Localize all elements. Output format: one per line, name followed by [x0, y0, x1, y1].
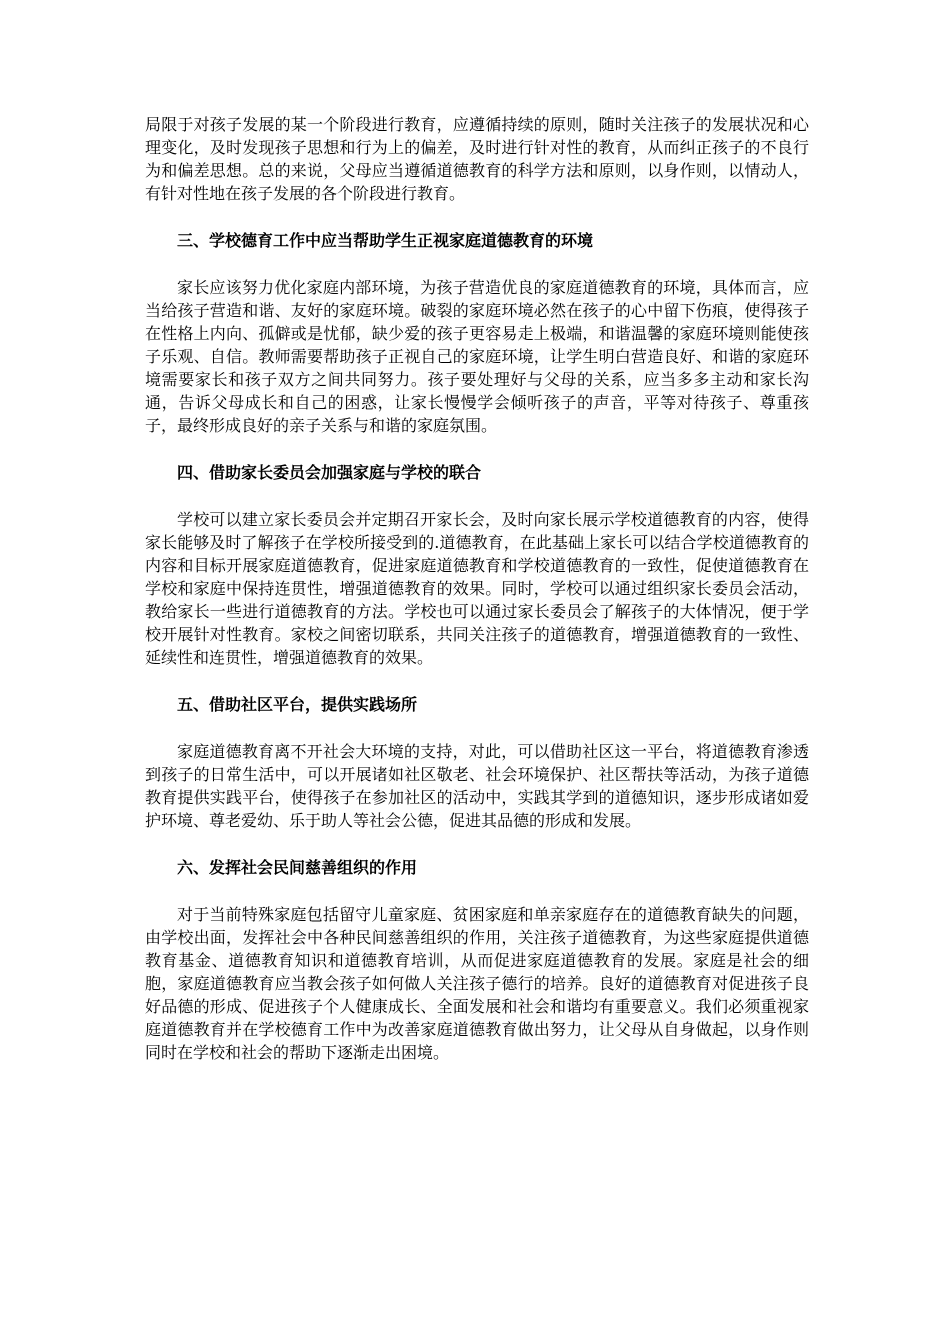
section-heading-5: 五、借助社区平台，提供实践场所 — [177, 695, 418, 714]
document-page — [145, 113, 809, 1064]
section-body-4: 学校可以建立家长委员会并定期召开家长会，及时向家长展示学校道德教育的内容，使得家长能够及时了解孩子在学校所接受到的.道德教育，在此基础上家长可以结合学校道德教育的内容和目标开展家庭道德教育，促进家庭道德教育和学校道德教育的一致性，促使道德教育在学校和家庭中保持连贯性，增强道德教育的效果。同时，学校可以通过组织家长委员会活动，教给家长一些进行道德教育的方法。学校也可以通过家长委员会了解孩子的大体情况，便于学校开展针对性教育。家校之间密切联系，共同关注孩子的道德教育，增强道德教育的一致性、延续性和连贯性，增强道德教育的效果。 — [145, 510, 809, 667]
section-body-5: 家庭道德教育离不开社会大环境的支持，对此，可以借助社区这一平台，将道德教育渗透到孩子的日常生活中，可以开展诸如社区敬老、社会环境保护、社区帮扶等活动，为孩子道德教育提供实践平台，使得孩子在参加社区的活动中，实践其学到的道德知识，逐步形成诸如爱护环境、尊老爱幼、乐于助人等社会公德，促进其品德的形成和发展。 — [145, 742, 809, 830]
section-body-3: 家长应该努力优化家庭内部环境，为孩子营造优良的家庭道德教育的环境，具体而言，应当给孩子营造和谐、友好的家庭环境。破裂的家庭环境必然在孩子的心中留下伤痕，使得孩子在性格上内向、孤僻或是忧郁，缺少爱的孩子更容易走上极端，和谐温馨的家庭环境则能使孩子乐观、自信。教师需要帮助孩子正视自己的家庭环境，让学生明白营造良好、和谐的家庭环境需要家长和孩子双方之间共同努力。孩子要处理好与父母的关系，应当多多主动和家长沟通，告诉父母成长和自己的困惑，让家长慢慢学会倾听孩子的声音，平等对待孩子、尊重孩子，最终形成良好的亲子关系与和谐的家庭氛围。 — [145, 278, 809, 435]
intro-paragraph: 局限于对孩子发展的某一个阶段进行教育，应遵循持续的原则，随时关注孩子的发展状况和心理变化，及时发现孩子思想和行为上的偏差，及时进行针对性的教育，从而纠正孩子的不良行为和偏差思想。总的来说，父母应当遵循道德教育的科学方法和原则，以身作则，以情动人，有针对性地在孩子发展的各个阶段进行教育。 — [145, 115, 809, 203]
section-heading-4: 四、借助家长委员会加强家庭与学校的联合 — [177, 463, 482, 482]
section-body-6: 对于当前特殊家庭包括留守儿童家庭、贫困家庭和单亲家庭存在的道德教育缺失的问题，由学校出面，发挥社会中各种民间慈善组织的作用，关注孩子道德教育，为这些家庭提供道德教育基金、道德教育知识和道德教育培训，从而促进家庭道德教育的发展。家庭是社会的细胞，家庭道德教育应当教会孩子如何做人关注孩子德行的培养。良好的道德教育对促进孩子良好品德的形成、促进孩子个人健康成长、全面发展和社会和谐均有重要意义。我们必须重视家庭道德教育并在学校德育工作中为改善家庭道德教育做出努力，让父母从自身做起，以身作则同时在学校和社会的帮助下逐渐走出困境。 — [145, 905, 809, 1062]
section-heading-6: 六、发挥社会民间慈善组织的作用 — [177, 858, 418, 877]
section-heading-3: 三、学校德育工作中应当帮助学生正视家庭道德教育的环境 — [177, 231, 594, 250]
